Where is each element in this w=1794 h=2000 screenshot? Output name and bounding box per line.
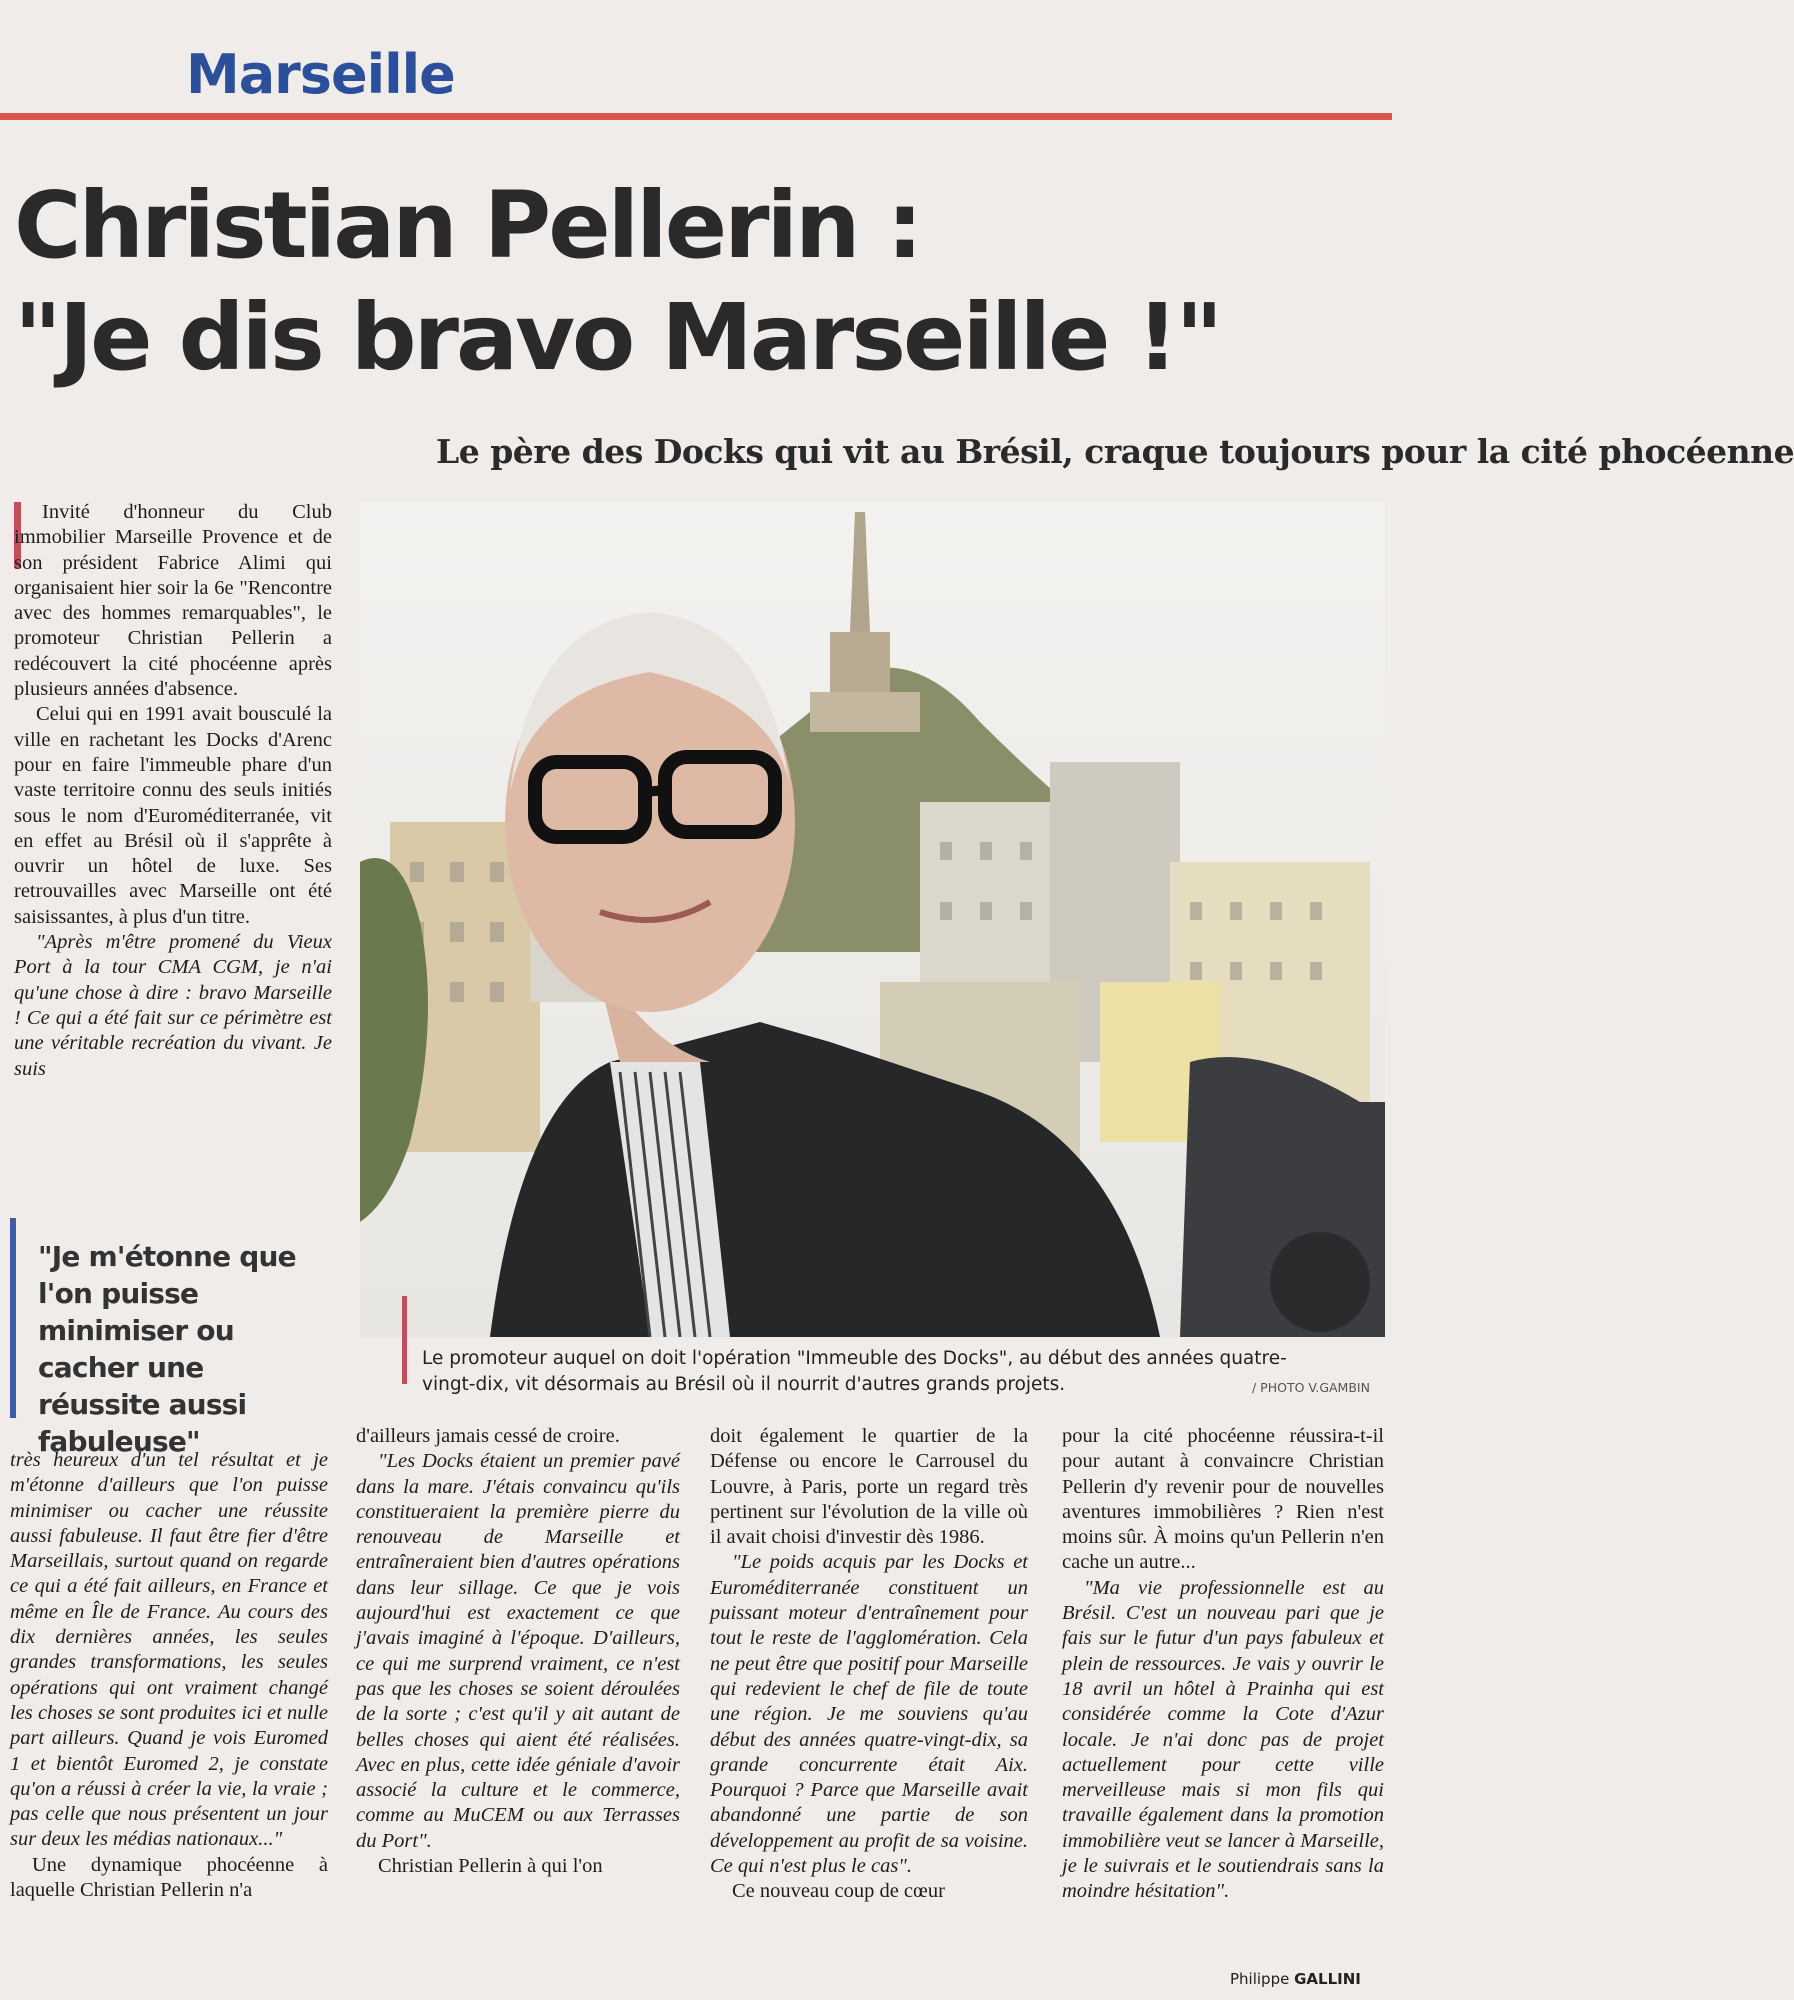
portrait-photo-illustration xyxy=(360,502,1385,1337)
pullquote: "Je m'étonne que l'on puisse minimiser ou cacher une réussite aussi fabuleuse" xyxy=(38,1240,296,1458)
article-column-2 xyxy=(10,1448,328,1903)
photo-credit: / PHOTO V.GAMBIN xyxy=(1252,1380,1370,1395)
headline-line-1: Christian Pellerin : xyxy=(14,172,921,279)
photo-caption: Le promoteur auquel on doit l'opération "Immeuble des Docks", au début des années quatre-vingt-dix, vit désormais au Brésil où il nourrit d'autres grands projets. xyxy=(422,1348,1287,1395)
byline-first-name: Philippe xyxy=(1230,1970,1290,1988)
intro-paragraph-2: Celui qui en 1991 avait bousculé la ville en rachetant les Docks d'Arenc pour en faire l'immeuble phare d'un vaste territoire connu des seuls initiés sous le nom d'Euroméditerranée, vit en effet au Brésil où il s'apprête à ouvrir un hôtel de luxe. Ses retrouvailles avec Marseille ont été saisissantes, à plus d'un titre. xyxy=(14,703,332,928)
portrait-photo xyxy=(360,502,1385,1337)
col5-paragraph-1: pour la cité phocéenne réussira-t-il pour autant à convaincre Christian Pellerin d'y revenir pour de nouvelles aventures immobilières ? Rien n'est moins sûr. À moins qu'un Pellerin n'en cache un autre... xyxy=(1062,1425,1384,1574)
article-column-3 xyxy=(356,1424,680,1879)
subheadline: Le père des Docks qui vit au Brésil, craque toujours pour la cité phocéenne xyxy=(436,432,1794,471)
intro-paragraph-1: Invité d'honneur du Club immobilier Marseille Provence et de son président Fabrice Alimi qui organisaient hier soir la 6e "Rencontre avec des hommes remarquables", le promoteur Christian Pellerin a redécouvert la cité phocéenne après plusieurs années d'absence. xyxy=(14,501,332,701)
byline-last-name: GALLINI xyxy=(1294,1970,1361,1988)
section-title: Marseille xyxy=(186,43,455,106)
section-rule xyxy=(0,113,1392,120)
pullquote-bar xyxy=(10,1218,16,1418)
col5-paragraph-2: "Ma vie professionnelle est au Brésil. C'est un nouveau pari que je fais sur le futur d'un pays fabuleux et plein de ressources. Je vais y ouvrir le 18 avril un hôtel à Prainha qui est considérée comme la Cote d'Azur locale. Je n'ai donc pas de projet actuellement pour cette ville merveilleuse mais si mon fils qui travaille également dans la promotion immobilière veut se lancer à Marseille, je le suivrais et le soutiendrais sans la moindre hésitation". xyxy=(1062,1576,1384,1903)
headline-line-2: "Je dis bravo Marseille !" xyxy=(14,284,1221,391)
headline xyxy=(14,170,1314,394)
caption-bar xyxy=(402,1296,407,1384)
col3-paragraph-3: Christian Pellerin à qui l'on xyxy=(378,1855,603,1878)
col3-paragraph-2: "Les Docks étaient un premier pavé dans la mare. J'étais convaincu qu'ils constitueraient la première pierre du renouveau de Marseille et entraîneraient bien d'autres opérations dans leur sillage. Ce que je vois aujourd'hui est exactement ce que j'avais imaginé à l'époque. D'ailleurs, ce qui me surprend vraiment, ce n'est pas que les choses se soient déroulées de la sorte ; c'est qu'il y ait autant de belles choses qui aient été réalisées. Avec en plus, cette idée géniale d'avoir associé la culture et le commerce, comme au MuCEM ou aux Terrasses du Port". xyxy=(356,1450,680,1852)
intro-paragraph-3: "Après m'être promené du Vieux Port à la tour CMA CGM, je n'ai qu'une chose à dire : bravo Marseille ! Ce qui a été fait sur ce périmètre est une véritable recréation du vivant. Je suis xyxy=(14,931,332,1080)
col3-paragraph-1: d'ailleurs jamais cessé de croire. xyxy=(356,1425,620,1447)
article-column-4 xyxy=(710,1424,1028,1905)
byline xyxy=(1230,1970,1361,1988)
col4-paragraph-1: doit également le quartier de la Défense ou encore le Carrousel du Louvre, à Paris, porte un regard très pertinent sur l'évolution de la ville où il avait choisi d'investir dès 1986. xyxy=(710,1425,1028,1549)
col2-paragraph-1: très heureux d'un tel résultat et je m'étonne d'ailleurs que l'on puisse minimiser ou cacher une réussite aussi fabuleuse. Il faut être fier d'être Marseillais, surtout quand on regarde ce qui a été fait ailleurs, en France et même en Île de France. Au cours des dix dernières années, les seules grandes transformations, les seules opérations qui ont vraiment changé les choses se sont produites ici et nulle part ailleurs. Quand je vois Euromed 1 et bientôt Euromed 2, je constate qu'on a réussi à créer la vie, la vraie ; pas celle que nous présentent un jour sur deux les médias nationaux..." xyxy=(10,1449,328,1851)
col4-paragraph-2: "Le poids acquis par les Docks et Euroméditerranée constituent un puissant moteur d'entraînement pour tout le reste de l'agglomération. Cela ne peut être que positif pour Marseille qui redevient le chef de file de toute une région. Je me souviens qu'au début des années quatre-vingt-dix, sa grande concurrente était Aix. Pourquoi ? Parce que Marseille avait abandonné une partie de son développement au profit de sa voisine. Ce qui n'est plus le cas". xyxy=(710,1551,1028,1878)
article-column-intro xyxy=(14,500,332,1082)
col2-paragraph-2: Une dynamique phocéenne à laquelle Christian Pellerin n'a xyxy=(10,1853,328,1902)
article-column-5 xyxy=(1062,1424,1384,1905)
col4-paragraph-3: Ce nouveau coup de cœur xyxy=(732,1880,945,1903)
